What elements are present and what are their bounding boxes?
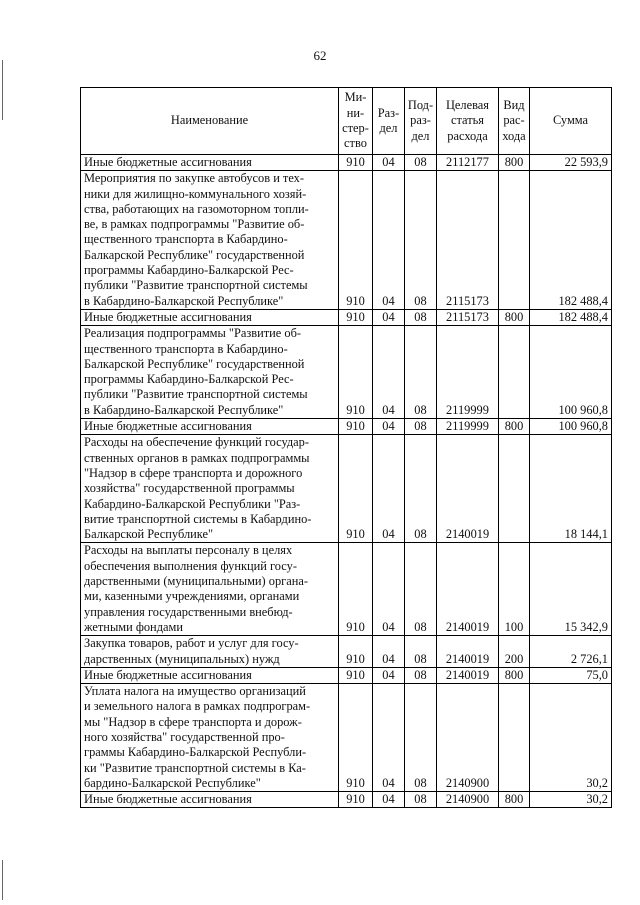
row-section-cell: 04 (373, 636, 405, 668)
row-target-article-cell: 2119999 (437, 326, 499, 419)
row-name-cell: Уплата налога на имущество организаций и земельного налога в рамках подпрограм- мы "Надзор в сфере транспорта и дорож- ного хозяйства" государственной про- граммы Кабардино-Балкарской Республи- ки "Развитие транспортной системы в Ка- бардино-Балкарской Республике" (81, 684, 339, 792)
row-section-cell: 04 (373, 543, 405, 636)
row-target-article-cell: 2140019 (437, 543, 499, 636)
row-subsection-cell: 08 (405, 171, 437, 310)
row-ministry-cell: 910 (339, 326, 373, 419)
row-section-cell: 04 (373, 684, 405, 792)
row-subsection-cell: 08 (405, 684, 437, 792)
row-sum-cell: 75,0 (530, 667, 612, 683)
row-name-cell: Иные бюджетные ассигнования (81, 792, 339, 808)
row-ministry-cell: 910 (339, 684, 373, 792)
row-section-cell: 04 (373, 435, 405, 543)
row-ministry-cell: 910 (339, 155, 373, 171)
row-expense-type-cell (499, 326, 530, 419)
row-name-cell: Иные бюджетные ассигнования (81, 309, 339, 325)
row-name-cell: Иные бюджетные ассигнования (81, 155, 339, 171)
table-row (81, 326, 612, 419)
table-row (81, 155, 612, 171)
row-expense-type-cell: 200 (499, 636, 530, 668)
header-name: Наименование (81, 88, 339, 155)
row-subsection-cell: 08 (405, 419, 437, 435)
row-target-article-cell: 2140019 (437, 667, 499, 683)
table-row (81, 636, 612, 668)
row-subsection-cell: 08 (405, 636, 437, 668)
row-section-cell: 04 (373, 155, 405, 171)
row-name-cell: Реализация подпрограммы "Развитие об- щественного транспорта в Кабардино- Балкарской Республике" государственной программы Кабардино-Балкарской Рес- публики "Развитие транспортной системы в Кабардино-Балкарской Республике" (81, 326, 339, 419)
row-expense-type-cell: 800 (499, 309, 530, 325)
table-row (81, 667, 612, 683)
header-ministry: Ми- ни- стер- ство (339, 88, 373, 155)
row-target-article-cell: 2140019 (437, 435, 499, 543)
scan-edge-mark (2, 60, 3, 120)
row-name-cell: Расходы на выплаты персоналу в целях обеспечения выполнения функций госу- дарственными (муниципальными) органа- ми, казенными учреждениями, органами управления государственными внебюд- жетными фондами (81, 543, 339, 636)
row-ministry-cell: 910 (339, 309, 373, 325)
row-ministry-cell: 910 (339, 792, 373, 808)
row-sum-cell: 30,2 (530, 792, 612, 808)
row-sum-cell: 18 144,1 (530, 435, 612, 543)
header-target-article: Целевая статья расхода (437, 88, 499, 155)
row-ministry-cell: 910 (339, 543, 373, 636)
row-subsection-cell: 08 (405, 326, 437, 419)
header-sum: Сумма (530, 88, 612, 155)
page-number: 62 (313, 48, 327, 63)
row-sum-cell: 182 488,4 (530, 171, 612, 310)
row-subsection-cell: 08 (405, 543, 437, 636)
header-section: Раз- дел (373, 88, 405, 155)
row-ministry-cell: 910 (339, 419, 373, 435)
row-target-article-cell: 2140900 (437, 684, 499, 792)
row-expense-type-cell: 800 (499, 155, 530, 171)
row-section-cell: 04 (373, 326, 405, 419)
row-expense-type-cell (499, 435, 530, 543)
table-row (81, 435, 612, 543)
row-name-cell: Мероприятия по закупке автобусов и тех- ники для жилищно-коммунального хозяй- ства, работающих на газомоторном топли- ве, в рамках подпрограммы "Развитие об- щественного транспорта в Кабардино- Балкарской Республике" государственной программы Кабардино-Балкарской Рес- публики "Развитие транспортной системы в Кабардино-Балкарской Республике" (81, 171, 339, 310)
table-row (81, 543, 612, 636)
row-section-cell: 04 (373, 171, 405, 310)
row-target-article-cell: 2115173 (437, 171, 499, 310)
row-subsection-cell: 08 (405, 792, 437, 808)
row-sum-cell: 15 342,9 (530, 543, 612, 636)
row-target-article-cell: 2112177 (437, 155, 499, 171)
row-subsection-cell: 08 (405, 667, 437, 683)
table-row (81, 684, 612, 792)
row-sum-cell: 100 960,8 (530, 419, 612, 435)
budget-table (80, 87, 612, 808)
row-expense-type-cell (499, 684, 530, 792)
row-section-cell: 04 (373, 309, 405, 325)
row-sum-cell: 22 593,9 (530, 155, 612, 171)
row-ministry-cell: 910 (339, 171, 373, 310)
row-subsection-cell: 08 (405, 309, 437, 325)
row-expense-type-cell: 800 (499, 667, 530, 683)
table-header-row (81, 88, 612, 155)
scan-edge-mark (2, 860, 3, 900)
row-target-article-cell: 2140019 (437, 636, 499, 668)
row-section-cell: 04 (373, 667, 405, 683)
row-sum-cell: 30,2 (530, 684, 612, 792)
table-body (81, 155, 612, 808)
row-section-cell: 04 (373, 419, 405, 435)
header-expense-type: Вид рас- хода (499, 88, 530, 155)
row-expense-type-cell: 800 (499, 419, 530, 435)
row-name-cell: Закупка товаров, работ и услуг для госу- дарственных (муниципальных) нужд (81, 636, 339, 668)
row-name-cell: Расходы на обеспечение функций государ- ственных органов в рамках подпрограммы "Надзор в сфере транспорта и дорожного хозяйства" государственной программы Кабардино-Балкарской Республики "Раз- витие транспортной системы в Кабардино- Балкарской Республике" (81, 435, 339, 543)
header-subsection: Под- раз- дел (405, 88, 437, 155)
row-target-article-cell: 2140900 (437, 792, 499, 808)
row-section-cell: 04 (373, 792, 405, 808)
row-expense-type-cell (499, 171, 530, 310)
row-name-cell: Иные бюджетные ассигнования (81, 667, 339, 683)
row-sum-cell: 182 488,4 (530, 309, 612, 325)
row-expense-type-cell: 100 (499, 543, 530, 636)
row-subsection-cell: 08 (405, 155, 437, 171)
row-expense-type-cell: 800 (499, 792, 530, 808)
row-sum-cell: 100 960,8 (530, 326, 612, 419)
row-target-article-cell: 2115173 (437, 309, 499, 325)
row-ministry-cell: 910 (339, 667, 373, 683)
row-target-article-cell: 2119999 (437, 419, 499, 435)
row-name-cell: Иные бюджетные ассигнования (81, 419, 339, 435)
table-row (81, 309, 612, 325)
row-ministry-cell: 910 (339, 636, 373, 668)
row-subsection-cell: 08 (405, 435, 437, 543)
row-ministry-cell: 910 (339, 435, 373, 543)
table-row (81, 792, 612, 808)
table-row (81, 171, 612, 310)
row-sum-cell: 2 726,1 (530, 636, 612, 668)
table-row (81, 419, 612, 435)
